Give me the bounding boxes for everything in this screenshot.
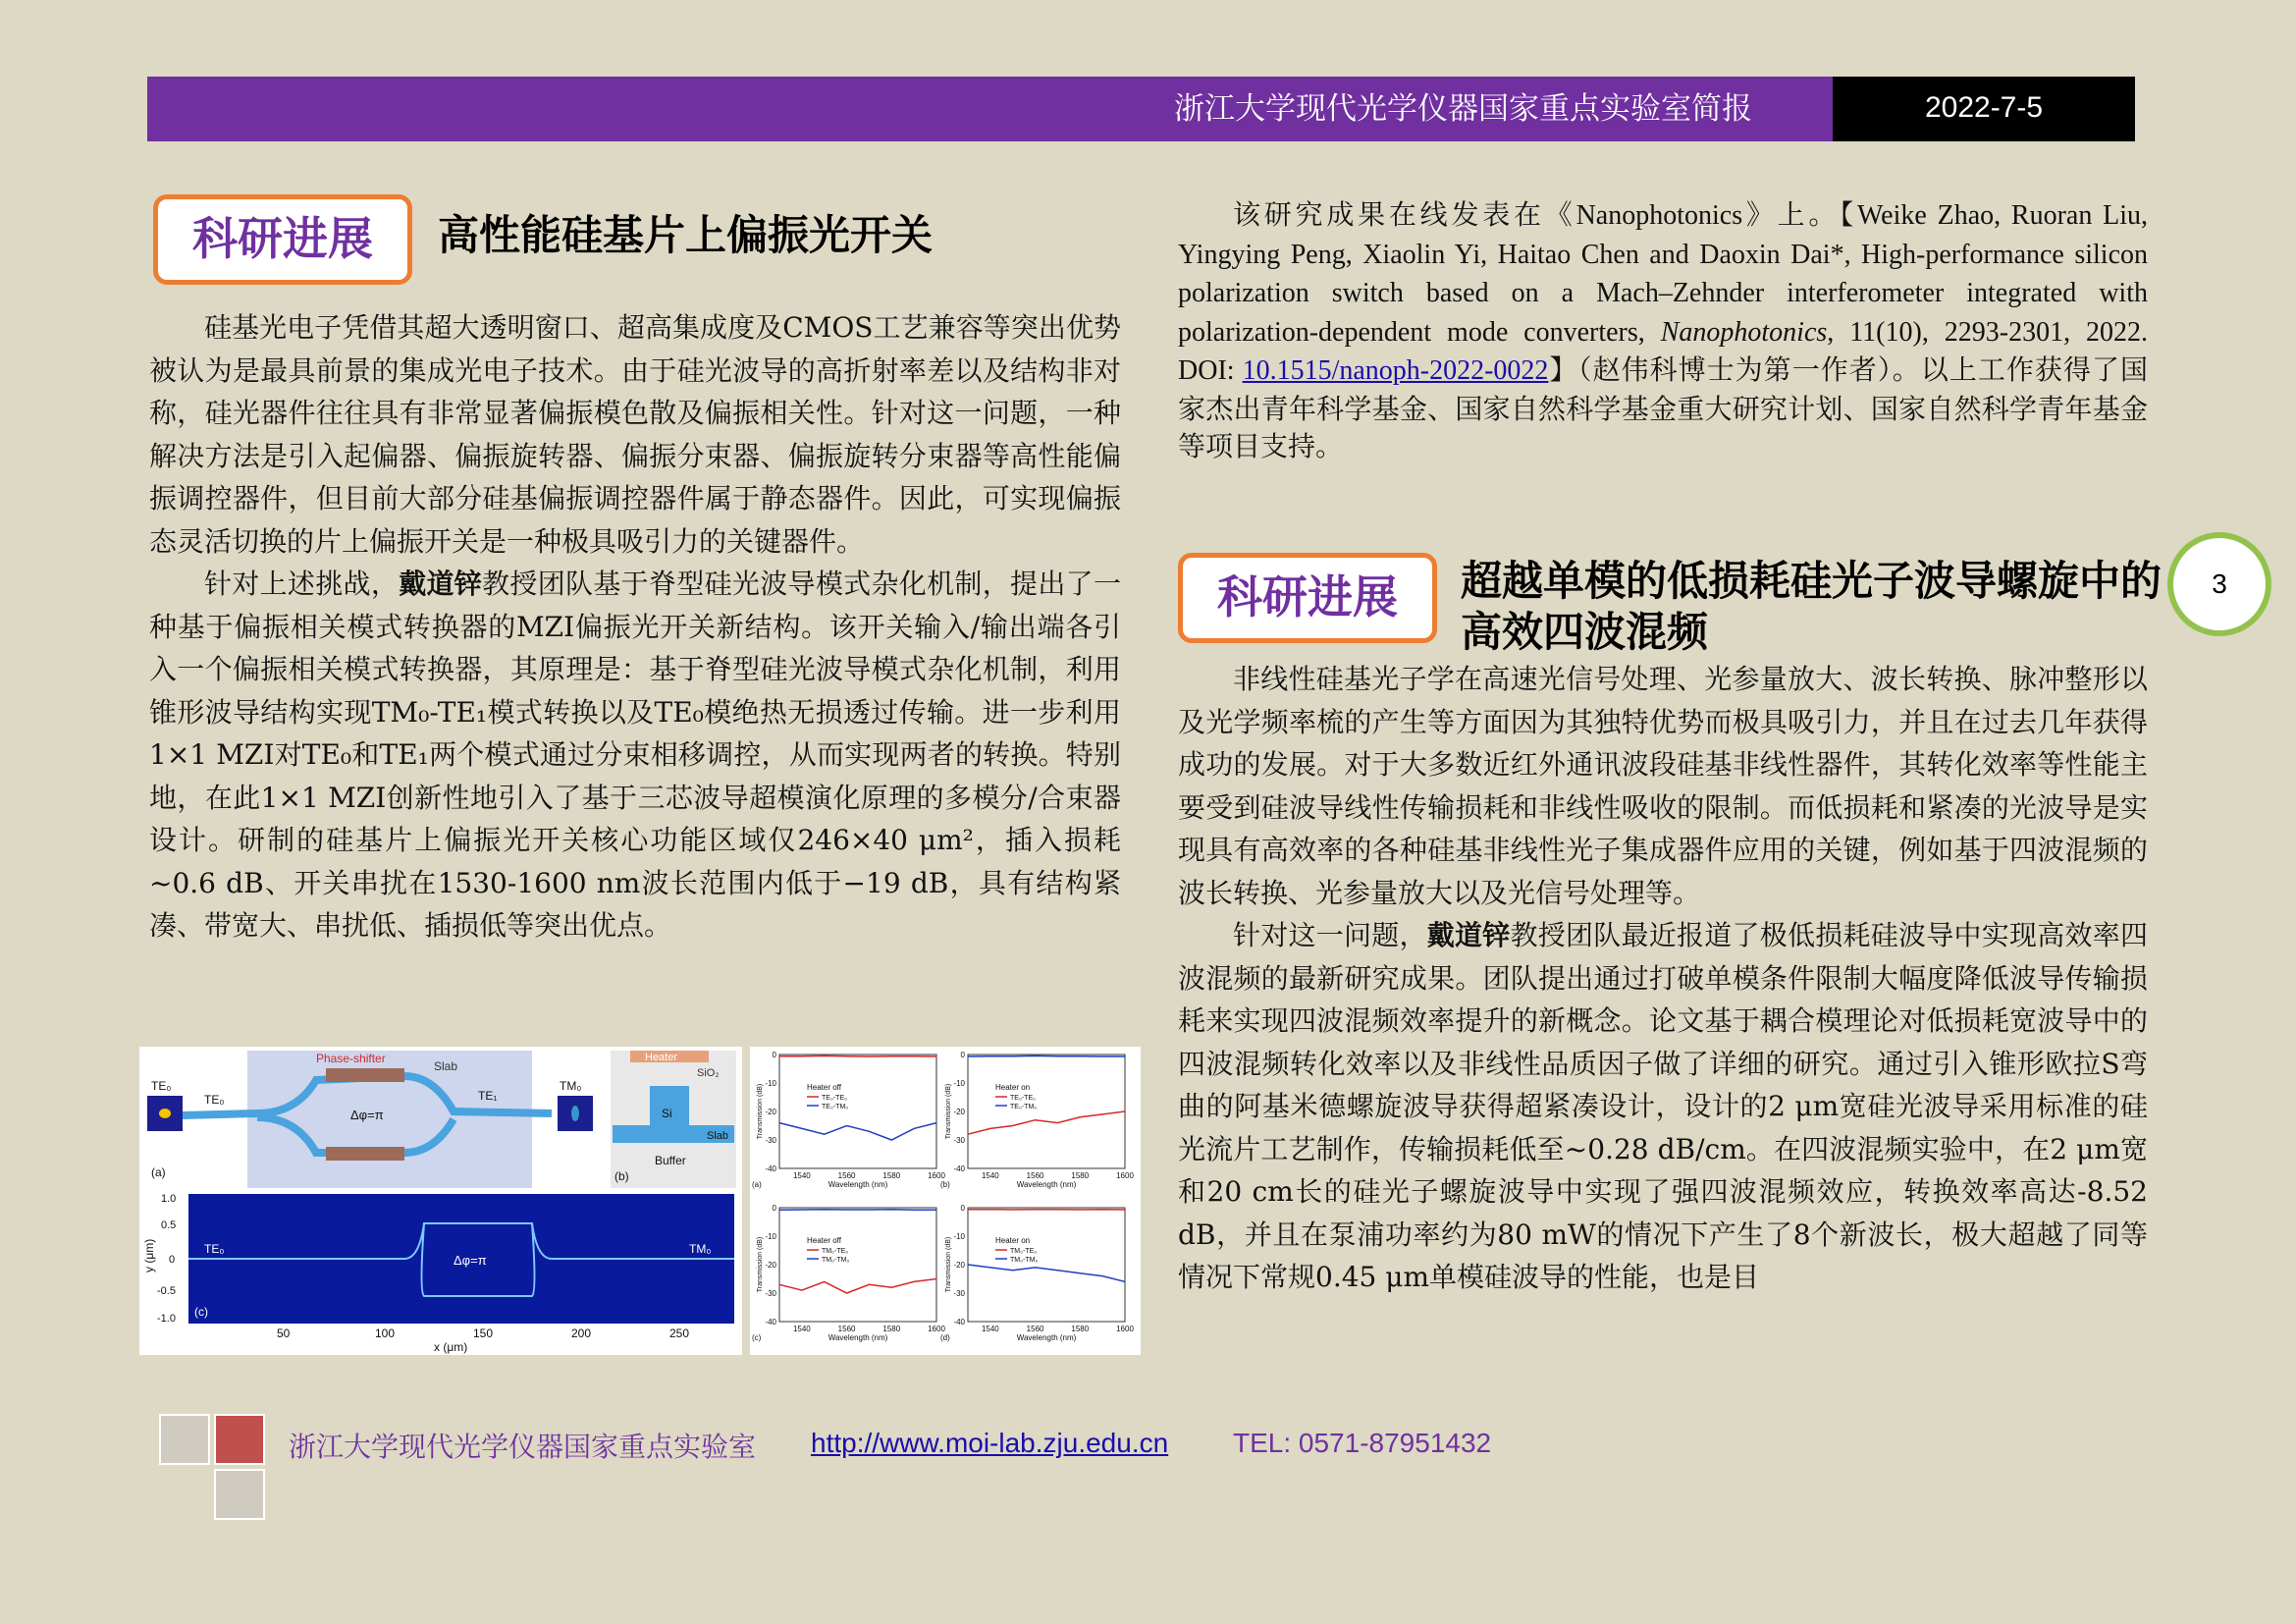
x-tick: 100 xyxy=(375,1326,396,1340)
x-tick: 200 xyxy=(571,1326,592,1340)
y-tick-label: 0 xyxy=(960,1051,965,1059)
legend-entry: TM₀-TE₀ xyxy=(1010,1248,1038,1255)
header-date: 2022-7-5 xyxy=(1833,77,2135,141)
label-si: Si xyxy=(662,1107,672,1120)
x-axis-label: Wavelength (nm) xyxy=(828,1333,888,1342)
x-axis-label: Wavelength (nm) xyxy=(1016,1333,1077,1342)
y-tick: 0.5 xyxy=(161,1219,177,1231)
label-phase-shifter: Phase-shifter xyxy=(316,1052,386,1065)
x-tick-label: 1560 xyxy=(837,1171,856,1180)
legend-entry: TE₀-TE₀ xyxy=(1010,1095,1037,1102)
x-tick-label: 1580 xyxy=(882,1325,901,1333)
x-tick-label: 1580 xyxy=(882,1171,901,1180)
y-tick-label: -20 xyxy=(953,1261,965,1270)
y-tick-label: -10 xyxy=(953,1232,965,1241)
chart-frame xyxy=(968,1055,1125,1168)
doi-link[interactable]: 10.1515/nanoph-2022-0022 xyxy=(1242,355,1549,386)
article2-p2-pre: 针对这一问题， xyxy=(1233,919,1427,951)
series-line xyxy=(779,1210,936,1211)
footer-square-red xyxy=(214,1414,265,1465)
y-tick-label: 0 xyxy=(960,1204,965,1213)
legend-entry: TM₀-TE₀ xyxy=(822,1248,849,1255)
x-tick: 150 xyxy=(473,1326,494,1340)
y-tick: -0.5 xyxy=(157,1285,176,1297)
x-tick-label: 1540 xyxy=(792,1171,811,1180)
axis-label-x: x (μm) xyxy=(434,1340,468,1354)
article2-title: 超越单模的低损耗硅光子波导螺旋中的高效四波混频 xyxy=(1461,557,2163,656)
legend-title: Heater off xyxy=(807,1083,841,1092)
article1-body xyxy=(149,306,1121,947)
y-tick-label: -30 xyxy=(953,1136,965,1145)
label-te0-a: TE₀ xyxy=(204,1093,225,1107)
citation-authors: 该研究成果在线发表在《Nanophotonics》上。【Weike Zhao, Ruoran Liu, Yingying Peng, Xiaolin Yi, Haitao Chen and Daoxin Dai*, High-performance silicon polarization switch based on a Mach–Zehnder interferometer integrated with polarization-dependent mode converters, xyxy=(1178,200,2148,348)
y-tick: -1.0 xyxy=(157,1313,176,1325)
label-heater: Heater xyxy=(645,1052,678,1063)
article1-title: 高性能硅基片上偏振光开关 xyxy=(438,211,934,259)
x-tick-label: 1540 xyxy=(981,1325,999,1333)
chart-frame xyxy=(779,1055,936,1168)
page-number: 3 xyxy=(2167,532,2271,636)
legend-entry: TM₀-TM₀ xyxy=(1010,1257,1039,1264)
label-delta-phi-a: Δφ=π xyxy=(350,1108,384,1122)
citation-journal: Nanophotonics xyxy=(1660,316,1828,348)
article2-paragraph-1: 非线性硅基光子学在高速光信号处理、光参量放大、波长转换、脉冲整形以及光学频率梳的产生等方面因为其独特优势而极具吸引力，并且在过去几年获得成功的发展。对于大多数近红外通讯波段硅基非线性器件，其转化效率等性能主要受到硅波导线性传输损耗和非线性吸收的限制。而低损耗和紧凑的光波导是实现具有高效率的各种硅基非线性光子集成器件应用的关键，例如基于四波混频的波长转换、光参量放大以及光信号处理等。 xyxy=(1178,663,2148,909)
x-tick-label: 1540 xyxy=(792,1325,811,1333)
legend-entry: TM₀-TM₀ xyxy=(822,1257,850,1264)
footer-lab-name: 浙江大学现代光学仪器国家重点实验室 xyxy=(289,1431,757,1463)
x-tick-label: 1560 xyxy=(1026,1325,1044,1333)
y-tick-label: -40 xyxy=(953,1164,965,1173)
y-tick-label: -20 xyxy=(765,1261,776,1270)
x-tick-label: 1580 xyxy=(1071,1171,1090,1180)
article2-paragraph-2 xyxy=(1178,914,2148,1299)
figure-device-schematic xyxy=(139,1047,742,1355)
article1-paragraph-3 xyxy=(1178,196,2148,466)
panel-label: (a) xyxy=(752,1180,762,1189)
y-tick-label: -40 xyxy=(765,1164,776,1173)
x-tick-label: 1600 xyxy=(1116,1171,1134,1180)
footer-square-grey-2 xyxy=(214,1469,265,1520)
panel-label-b: (b) xyxy=(614,1169,629,1183)
y-axis-label: Transmission (dB) xyxy=(757,1236,764,1293)
label-te0-input: TE₀ xyxy=(151,1079,172,1093)
y-tick-label: -20 xyxy=(765,1108,776,1116)
y-tick-label: -30 xyxy=(953,1289,965,1298)
footer-telephone: TEL: 0571-87951432 xyxy=(1233,1428,1492,1458)
y-tick-label: -30 xyxy=(765,1136,776,1145)
y-tick-label: -20 xyxy=(953,1108,965,1116)
y-tick-label: -40 xyxy=(953,1318,965,1326)
legend-entry: TE₀-TE₀ xyxy=(822,1095,848,1102)
x-tick-label: 1540 xyxy=(981,1171,999,1180)
chart-frame xyxy=(779,1208,936,1322)
legend-entry: TE₀-TM₀ xyxy=(822,1104,849,1110)
x-axis-label: Wavelength (nm) xyxy=(1016,1180,1077,1189)
label-slab-b: Slab xyxy=(707,1130,729,1142)
x-tick-label: 1600 xyxy=(928,1325,945,1333)
y-tick-label: -30 xyxy=(765,1289,776,1298)
legend-title: Heater on xyxy=(995,1083,1031,1092)
panel-label-a: (a) xyxy=(151,1165,166,1179)
x-tick-label: 1560 xyxy=(1026,1171,1044,1180)
citation-funding: 】（赵伟科博士为第一作者）。以上工作获得了国家杰出青年科学基金、国家自然科学基金重大研究计划、国家自然科学青年基金等项目支持。 xyxy=(1178,353,2148,462)
article2-professor-name: 戴道锌 xyxy=(1426,919,1511,951)
article2-body xyxy=(1178,658,2148,1299)
figure-transmission-charts xyxy=(750,1047,1141,1355)
article1-citation xyxy=(1178,196,2148,466)
section-tag-research: 科研进展 xyxy=(153,194,412,285)
phase-shifter-bottom xyxy=(326,1147,404,1161)
article2-p2-post: 教授团队最近报道了极低损耗硅波导中实现高效率四波混频的最新研究成果。团队提出通过打破单模条件限制大幅度降低波导传输损耗来实现四波混频效率提升的新概念。论文基于耦合模理论对低损耗宽波导中的四波混频转化效率以及非线性品质因子做了详细的研究。通过引入锥形欧拉S弯曲的阿基米德螺旋波导获得超紧凑设计，设计的2 μm宽硅光波导采用标准的硅光流片工艺制作，传输损耗低至~0.28 dB/cm。在四波混频实验中，在2 μm宽和20 cm长的硅光子螺旋波导中实现了强四波混频效应，转换效率高达-8.52 dB，并且在泵浦功率约为80 mW的情况下产生了8个新波长，极大超越了同等情况下常规0.45 μm单模硅波导的性能，也是目 xyxy=(1178,919,2148,1293)
y-axis-label: Transmission (dB) xyxy=(945,1236,952,1293)
panel-label: (d) xyxy=(940,1333,950,1342)
y-tick: 1.0 xyxy=(161,1193,177,1205)
label-buffer: Buffer xyxy=(655,1154,686,1167)
legend-title: Heater off xyxy=(807,1236,841,1245)
legend-title: Heater on xyxy=(995,1236,1031,1245)
x-tick-label: 1560 xyxy=(837,1325,856,1333)
label-tm0-c: TM₀ xyxy=(689,1242,712,1256)
y-tick-label: 0 xyxy=(772,1204,776,1213)
article1-paragraph-1: 硅基光电子凭借其超大透明窗口、超高集成度及CMOS工艺兼容等突出优势被认为是最具前景的集成光电子技术。由于硅光波导的高折射率差以及结构非对称，硅光器件往往具有非常显著偏振模色散及偏振相关性。针对这一问题，一种解决方法是引入起偏器、偏振旋转器、偏振分束器、偏振旋转分束器等高性能偏振调控器件，但目前大部分硅基偏振调控器件属于静态器件。因此，可实现偏振态灵活切换的片上偏振开关是一种极具吸引力的关键器件。 xyxy=(149,311,1121,558)
label-te0-c: TE₀ xyxy=(204,1242,225,1256)
x-tick-label: 1600 xyxy=(1116,1325,1134,1333)
panel-label-c: (c) xyxy=(194,1305,208,1319)
panel-label: (b) xyxy=(940,1180,950,1189)
y-tick-label: -40 xyxy=(765,1318,776,1326)
label-te1: TE₁ xyxy=(478,1089,498,1103)
phase-shifter-top xyxy=(326,1068,404,1082)
y-tick: 0 xyxy=(169,1254,176,1266)
header-title: 浙江大学现代光学仪器国家重点实验室简报 xyxy=(1174,91,1752,127)
chart-frame xyxy=(968,1208,1125,1322)
y-tick-label: 0 xyxy=(772,1051,776,1059)
x-tick: 250 xyxy=(669,1326,690,1340)
footer-url-link[interactable]: http://www.moi-lab.zju.edu.cn xyxy=(811,1428,1169,1458)
article1-p2-pre: 针对上述挑战， xyxy=(204,568,400,600)
y-tick-label: -10 xyxy=(953,1079,965,1088)
label-tm0-output: TM₀ xyxy=(560,1079,582,1093)
y-tick-label: -10 xyxy=(765,1079,776,1088)
citation-volume: , 11(10), 2293-2301, 2022. DOI: xyxy=(1178,316,2148,386)
label-sio2: SiO₂ xyxy=(697,1067,720,1079)
x-axis-label: Wavelength (nm) xyxy=(828,1180,888,1189)
y-axis-label: Transmission (dB) xyxy=(945,1083,952,1140)
x-tick-label: 1600 xyxy=(928,1171,945,1180)
x-tick-label: 1580 xyxy=(1071,1325,1090,1333)
article1-p2-post: 教授团队基于脊型硅光波导模式杂化机制，提出了一种基于偏振相关模式转换器的MZI偏振光开关新结构。该开关输入/输出端各引入一个偏振相关模式转换器，其原理是：基于脊型硅光波导模式杂化机制，利用锥形波导结构实现TM₀-TE₁模式转换以及TE₀模绝热无损透过传输。进一步利用1×1 MZI对TE₀和TE₁两个模式通过分束相移调控，从而实现两者的转换。特别地，在此1×1 MZI创新性地引入了基于三芯波导超模演化原理的多模分/合束器设计。研制的硅基片上偏振光开关核心功能区域仅246×40 μm²，插入损耗~0.6 dB、开关串扰在1530-1600 nm波长范围内低于−19 dB，具有结构紧凑、带宽大、串扰低、插损低等突出优点。 xyxy=(149,568,1121,942)
axis-label-y: y (μm) xyxy=(142,1238,156,1272)
legend-entry: TE₀-TM₀ xyxy=(1010,1104,1038,1110)
label-delta-phi-c: Δφ=π xyxy=(454,1253,487,1268)
article1-paragraph-2 xyxy=(149,563,1121,947)
article1-professor-name: 戴道锌 xyxy=(399,568,483,600)
transmission-charts-svg xyxy=(750,1047,1141,1355)
y-tick-label: -10 xyxy=(765,1232,776,1241)
panel-label: (c) xyxy=(752,1333,762,1342)
x-tick: 50 xyxy=(277,1326,291,1340)
label-slab: Slab xyxy=(434,1059,458,1073)
section-tag-research-2: 科研进展 xyxy=(1178,553,1437,643)
footer-square-grey xyxy=(159,1414,210,1465)
y-axis-label: Transmission (dB) xyxy=(757,1083,764,1140)
